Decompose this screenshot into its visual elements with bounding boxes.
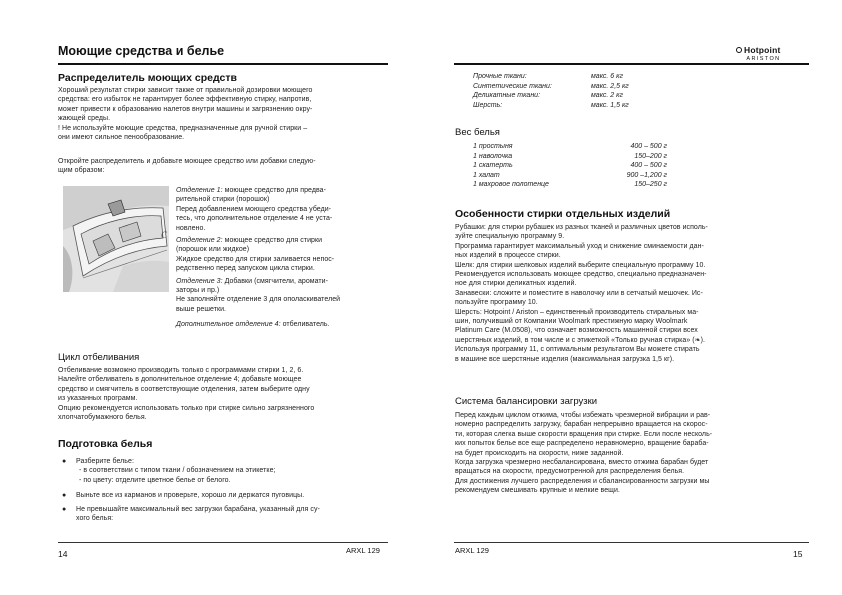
balance-text	[455, 411, 810, 496]
compartment-4	[176, 320, 391, 329]
model-label: ARXL 129	[346, 546, 380, 555]
text-line: Рубашки: для стирки рубашек из разных тканей и различных цветов исполь-	[455, 224, 708, 231]
text-line: ких попыток белье все еще распределено неравномерно, вращение бараба-	[455, 440, 709, 448]
text-line: Отбеливание возможно производить только с программами стирки 1, 2, 6.	[58, 367, 304, 374]
fabric-max: макс. 6 кг	[591, 73, 623, 80]
text-line: зуйте специальную программу 9.	[455, 233, 565, 241]
compartment-label: Дополнительное отделение 4:	[176, 321, 281, 329]
fabric-name: Шерсть:	[473, 101, 503, 109]
text-line: хого белья:	[76, 515, 114, 523]
text-line: пользуйте программу 10.	[455, 299, 538, 307]
brand-name: Hotpoint	[744, 45, 781, 55]
compartment-text: Добавки (смягчители, аромати-	[222, 277, 329, 285]
text-line: хлопчатобумажного белья.	[58, 414, 147, 422]
compartments-list	[176, 186, 391, 330]
brand-mark-icon	[736, 47, 742, 53]
balance-heading: Система балансировки загрузки	[455, 396, 598, 407]
text-line: ти, которая слегка выше скорости вращения при стирке. Если после несколь-	[455, 430, 713, 438]
text-line: на будет происходить на скорости, ниже заданной.	[455, 449, 624, 457]
text-line: Перед каждым циклом отжима, чтобы избежать чрезмерной вибрации и рав-	[455, 412, 711, 419]
text-line: (порошок или жидкое)	[176, 246, 250, 254]
item-name: 1 простыня	[473, 143, 513, 150]
text-line: ных изделий в процессе стирки.	[455, 252, 561, 260]
table-row	[473, 171, 667, 181]
text-line: Platinum Care (M.0508), что означает возможность машинной стирки всех	[455, 327, 698, 335]
header-rule	[454, 63, 809, 65]
text-line: шин, получивший от Компании Woolmark престижную марку Woolmark	[455, 318, 688, 326]
special-text	[455, 223, 810, 364]
text-line: Жидкое средство для стирки заливается непос-	[176, 255, 335, 263]
text-line: Используя программу 11, с оптимальным результатом Вы можете стирать	[455, 346, 700, 354]
text-line: Откройте распределитель и добавьте моющее средство или добавки следую-	[58, 158, 316, 165]
bullet-icon: ●	[62, 458, 67, 465]
text-line: Не заполняйте отделение 3 для ополаскивателей	[176, 296, 341, 304]
item-weight: 400 – 500 г	[630, 162, 667, 169]
fabric-max: макс. 2 кг	[591, 92, 623, 99]
fabric-load-table	[473, 72, 671, 110]
text-line: они имеют сильное пенообразование.	[58, 134, 185, 142]
text-line: шерстяных изделий, в том числе и с этикеткой «Только ручная стирка» (❧).	[455, 336, 705, 344]
text-line: Шерсть: Hotpoint / Ariston – единственный производитель стиральных ма-	[455, 308, 699, 316]
prep-item-pockets	[76, 491, 391, 500]
bleach-heading: Цикл отбеливания	[58, 352, 140, 363]
text-line: Перед добавлением моющего средства убеди-	[176, 205, 332, 213]
table-row	[473, 72, 671, 82]
text-line: Программа гарантирует максимальный уход и снижение сминаемости дан-	[455, 242, 704, 250]
item-name: 1 скатерть	[473, 162, 513, 169]
page-number: 14	[58, 549, 68, 559]
brand-sub: ARISTON	[746, 56, 781, 62]
text-line: в машине все шерстяные изделия (максимальная загрузка 1,5 кг).	[455, 355, 675, 363]
text-line: Не превышайте максимальный вес загрузки барабана, указанный для су-	[76, 506, 320, 513]
footer-rule	[454, 542, 809, 543]
text-line: Рекомендуется использовать моющее средство, специально предназначен-	[455, 271, 707, 279]
compartment-text: моющее средство для стирки	[222, 237, 323, 245]
text-line: Опцию рекомендуется использовать только при стирке сильно загрязненного	[58, 404, 315, 412]
text-line: новлено.	[176, 224, 206, 232]
text-line: Занавески: сложите и поместите в наволочку или в сетчатый мешочек. Ис-	[455, 289, 703, 297]
table-row	[473, 161, 667, 171]
text-line: заторы и пр.)	[176, 287, 220, 295]
text-line: жающей среды.	[58, 115, 111, 123]
dispenser-intro	[58, 86, 393, 142]
weights-heading: Вес белья	[455, 127, 500, 138]
item-weight: 150–200 г	[634, 152, 667, 160]
bullet-icon: ●	[62, 492, 67, 499]
compartment-text: моющее средство для предва-	[222, 187, 326, 194]
model-label: ARXL 129	[455, 546, 489, 555]
prep-heading: Подготовка белья	[58, 438, 153, 450]
table-row	[473, 82, 671, 92]
footer-rule	[58, 542, 388, 543]
compartment-label: Отделение 2:	[176, 237, 223, 245]
text-line: Шелк: для стирки шелковых изделий выберите специальную программу 10.	[455, 261, 706, 269]
text-line: вращаться на скорости, предусмотренной для распределения белья.	[455, 468, 685, 476]
fabric-max: макс. 2,5 кг	[591, 82, 629, 90]
text-line: номерно распределить загрузку, барабан непрерывно вращается на скорос-	[455, 421, 708, 429]
fabric-name: Синтетические ткани:	[473, 82, 552, 90]
prep-item-load	[76, 505, 391, 524]
text-line: редственно перед запуском цикла стирки.	[176, 265, 315, 273]
text-line: Налейте отбеливатель в дополнительное отделение 4; добавьте моющее	[58, 376, 302, 384]
item-name: 1 наволочка	[473, 152, 513, 160]
table-row	[473, 91, 671, 101]
dispenser-heading: Распределитель моющих средств	[58, 72, 237, 84]
text-line: Хороший результат стирки зависит также от правильной дозировки моющего	[58, 87, 313, 94]
text-line: Для достижения лучшего распределения и сбалансированности загрузки мы	[455, 477, 710, 485]
prep-item-sort	[76, 457, 391, 485]
text-line: рекомендуем смешивать крупные и мелкие вещи.	[455, 487, 620, 495]
open-dispenser-text	[58, 157, 393, 176]
item-weight: 150–250 г	[634, 181, 667, 188]
special-heading: Особенности стирки отдельных изделий	[455, 208, 671, 220]
page-number: 15	[793, 549, 803, 559]
text-line: средство и смягчитель в соответствующие отделения, затем выберите одну	[58, 385, 310, 393]
text-line: рительной стирки (порошок)	[176, 196, 270, 204]
fabric-name: Прочные ткани:	[473, 73, 527, 80]
section-title: Моющие средства и белье	[58, 44, 225, 58]
text-line: Когда загрузка чрезмерно несбалансирована, вместо отжима барабан будет	[455, 459, 709, 467]
text-line: щим образом:	[58, 167, 105, 175]
right-page	[421, 0, 842, 595]
compartment-label: Отделение 3:	[176, 277, 223, 285]
text-line: может привести к образованию налетов внутри машины и загрязнению окру-	[58, 105, 313, 113]
brand-logo	[736, 45, 781, 62]
text-line: из указанных программ.	[58, 395, 138, 403]
table-row	[473, 180, 667, 190]
text-line: Выньте все из карманов и проверьте, хорошо ли держатся пуговицы.	[76, 492, 305, 499]
table-row	[473, 152, 667, 162]
item-weight: 400 – 500 г	[630, 143, 667, 150]
text-line: средства: его избыток не гарантирует более эффективную стирку, напротив,	[58, 96, 312, 104]
text-line: Разберите белье:	[76, 458, 134, 465]
text-line: тесь, что дополнительное отделение 4 не уста-	[176, 215, 333, 223]
compartment-label: Отделение 1:	[176, 187, 223, 194]
text-line: ! Не используйте моющие средства, предназначенные для ручной стирки –	[58, 124, 308, 132]
text-line: выше решетки.	[176, 305, 227, 313]
item-name: 1 халат	[473, 171, 500, 179]
text-line: - по цвету: отделите цветное белье от белого.	[79, 476, 231, 484]
text-line: ное для стирки деликатных изделий.	[455, 280, 577, 288]
laundry-weights-table	[473, 142, 667, 190]
detergent-drawer-illustration	[63, 186, 169, 292]
compartment-3	[176, 277, 391, 315]
fabric-name: Деликатные ткани:	[473, 92, 541, 99]
compartment-2	[176, 236, 391, 274]
fabric-max: макс. 1,5 кг	[591, 101, 629, 109]
bleach-text	[58, 366, 393, 422]
text-line: - в соответствии с типом ткани / обозначением на этикетке;	[79, 467, 276, 475]
figure-label: C	[161, 230, 168, 240]
item-name: 1 махровое полотенце	[473, 181, 549, 188]
compartment-1	[176, 186, 391, 233]
bullet-icon: ●	[62, 506, 67, 513]
table-row	[473, 101, 671, 111]
item-weight: 900 –1,200 г	[626, 171, 667, 179]
title-rule	[58, 63, 388, 65]
table-row	[473, 142, 667, 152]
compartment-text: отбеливатель.	[280, 321, 330, 329]
